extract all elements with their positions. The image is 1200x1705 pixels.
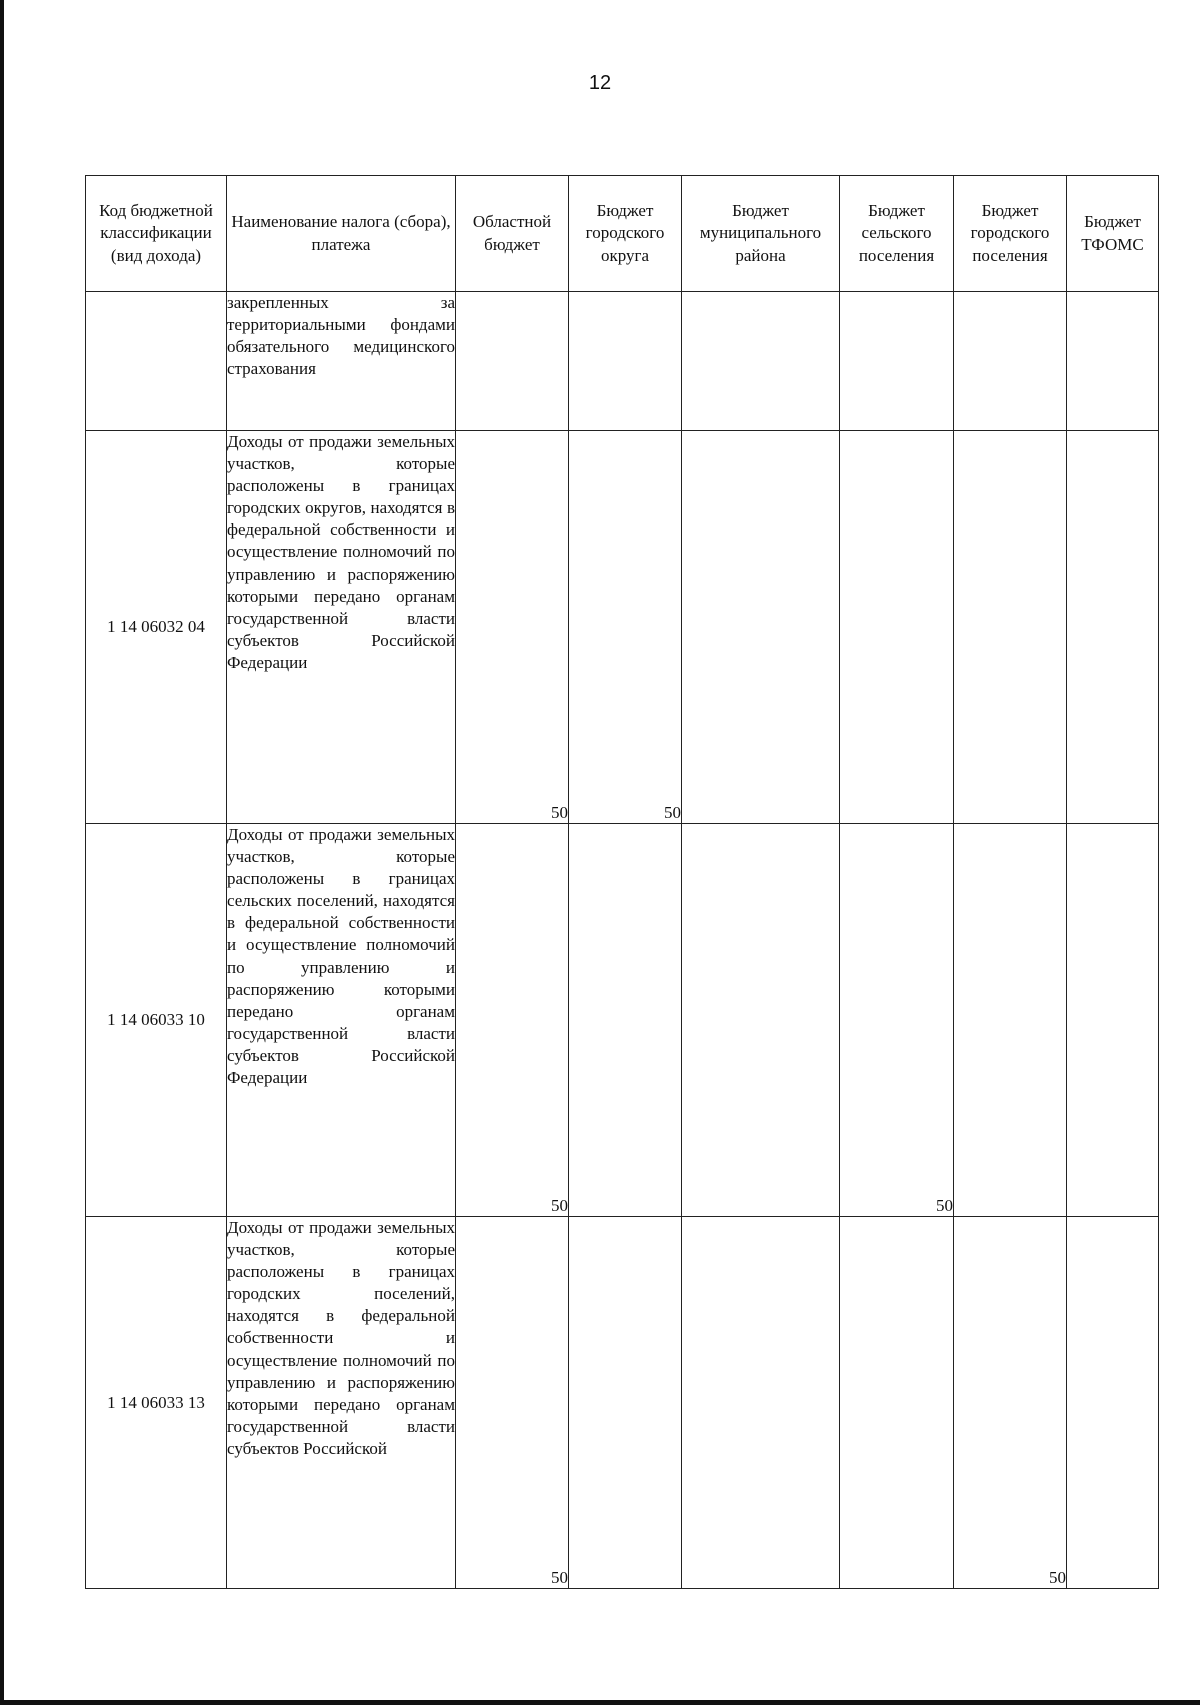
cell-rural-settlement: 50 — [840, 824, 954, 1217]
cell-city-district — [569, 292, 682, 431]
cell-tfoms — [1067, 431, 1159, 824]
row-code: 1 14 06033 10 — [86, 824, 227, 1217]
cell-regional: 50 — [456, 431, 569, 824]
cell-city-district — [569, 824, 682, 1217]
cell-rural-settlement — [840, 292, 954, 431]
header-tfoms-budget: Бюджет ТФОМС — [1067, 176, 1159, 292]
row-code — [86, 292, 227, 431]
table-header-row — [86, 176, 1159, 292]
cell-rural-settlement — [840, 1217, 954, 1589]
table-row — [86, 431, 1159, 824]
table-row — [86, 824, 1159, 1217]
cell-rural-settlement — [840, 431, 954, 824]
row-name — [227, 1217, 456, 1589]
header-code: Код бюджетной классификации (вид дохода) — [86, 176, 227, 292]
cell-tfoms — [1067, 1217, 1159, 1589]
cell-city-district: 50 — [569, 431, 682, 824]
cell-urban-settlement — [954, 431, 1067, 824]
row-name-text: Доходы от продажи земельных участков, которые расположены в границах сельских поселений, находятся в федеральной собственности и осуществление полномочий по управлению и распоряжению которыми передано органам государственной власти субъектов Российской Федерации — [227, 825, 455, 1088]
cell-municipal-district — [682, 431, 840, 824]
header-city-district-budget: Бюджет городского округа — [569, 176, 682, 292]
cell-tfoms — [1067, 824, 1159, 1217]
cell-regional — [456, 292, 569, 431]
scan-left-edge — [0, 0, 4, 1705]
cell-city-district — [569, 1217, 682, 1589]
row-name — [227, 431, 456, 824]
table-row — [86, 1217, 1159, 1589]
cell-urban-settlement — [954, 292, 1067, 431]
budget-revenue-table — [85, 175, 1159, 1589]
cell-urban-settlement — [954, 824, 1067, 1217]
cell-municipal-district — [682, 824, 840, 1217]
header-urban-settlement-budget: Бюджет городского поселения — [954, 176, 1067, 292]
row-name-text: Доходы от продажи земельных участков, которые расположены в границах городских округов, находятся в федеральной собственности и осуществление полномочий по управлению и распоряжению которыми передано органам государственной власти субъектов Российской Федерации — [227, 432, 455, 672]
scan-bottom-edge — [0, 1700, 1200, 1705]
header-municipal-district-budget: Бюджет муниципального района — [682, 176, 840, 292]
row-code: 1 14 06033 13 — [86, 1217, 227, 1589]
row-name-text: Доходы от продажи земельных участков, которые расположены в границах городских поселений, находятся в федеральной собственности и осуществление полномочий по управлению и распоряжению которыми передано органам государственной власти субъектов Российской — [227, 1218, 455, 1458]
page-number: 12 — [588, 72, 612, 94]
header-name: Наименование налога (сбора), платежа — [227, 176, 456, 292]
row-name — [227, 824, 456, 1217]
cell-municipal-district — [682, 292, 840, 431]
cell-tfoms — [1067, 292, 1159, 431]
row-name — [227, 292, 456, 431]
table-row — [86, 292, 1159, 431]
cell-municipal-district — [682, 1217, 840, 1589]
cell-regional: 50 — [456, 824, 569, 1217]
cell-regional: 50 — [456, 1217, 569, 1589]
row-name-text: закрепленных за территориальными фондами обязательного медицинского страхования — [227, 293, 455, 379]
cell-urban-settlement: 50 — [954, 1217, 1067, 1589]
header-regional-budget: Областной бюджет — [456, 176, 569, 292]
header-rural-settlement-budget: Бюджет сельского поселения — [840, 176, 954, 292]
row-code: 1 14 06032 04 — [86, 431, 227, 824]
